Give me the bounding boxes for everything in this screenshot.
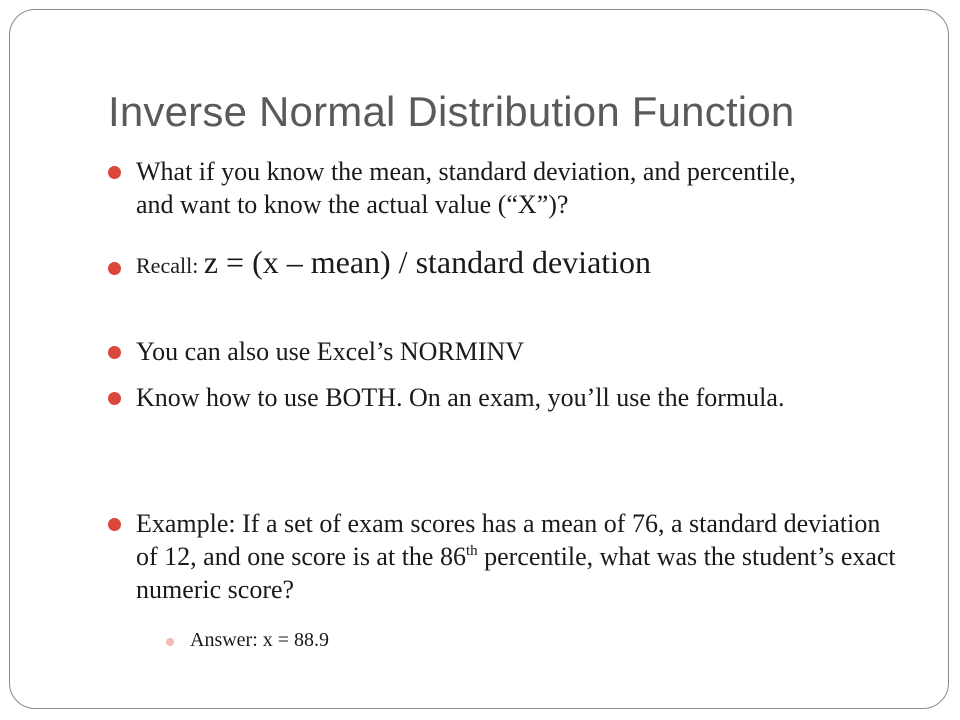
- bullet-dot: [108, 518, 121, 531]
- bullet-dot: [108, 166, 121, 179]
- recall-label: Recall:: [136, 253, 204, 278]
- bullet-dot: [108, 346, 121, 359]
- sub-bullet-dot: [166, 638, 174, 646]
- example-text-after: percentile, what was the student’s exact numeric score?: [136, 542, 896, 604]
- bullet-know-both: Know how to use BOTH. On an exam, you’ll use the formula.: [136, 383, 785, 412]
- bullet-example: [136, 507, 906, 606]
- answer-text: Answer: x = 88.9: [190, 629, 330, 651]
- example-superscript: th: [465, 543, 478, 559]
- slide-title: Inverse Normal Distribution Function: [108, 88, 795, 135]
- bullet-dot: [108, 262, 121, 275]
- bullet-norminv: You can also use Excel’s NORMINV: [136, 337, 525, 366]
- bullet-question: What if you know the mean, standard deviation, and percentile, and want to know the actual value (“X”)?: [136, 157, 796, 219]
- recall-formula: z = (x – mean) / standard deviation: [203, 244, 652, 280]
- bullet-dot: [108, 392, 121, 405]
- example-text-before: Example: If a set of exam scores has a mean of 76, a standard deviation of 12, and one score is at the 86: [136, 509, 881, 571]
- bullet-recall: [136, 246, 836, 282]
